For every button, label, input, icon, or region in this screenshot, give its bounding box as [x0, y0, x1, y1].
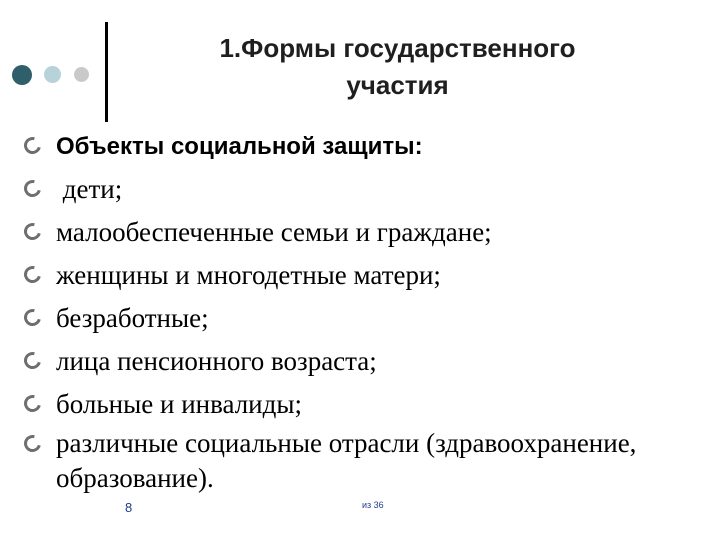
- bullet-text: Объекты социальной защиты:: [56, 133, 423, 160]
- bullet-item: [24, 168, 704, 211]
- bullet-ring-icon: [21, 392, 44, 415]
- decor-dot-dark: [12, 65, 32, 85]
- decor-dot-light: [44, 66, 61, 83]
- bullet-ring-icon: [21, 432, 44, 455]
- page-total: из 36: [362, 500, 384, 510]
- bullet-list: [24, 125, 704, 496]
- bullet-item: [24, 383, 704, 426]
- bullet-item: [24, 297, 704, 340]
- bullet-item: [24, 211, 704, 254]
- slide-title-line2: участия: [346, 70, 449, 100]
- bullet-text: безработные;: [56, 303, 209, 333]
- bullet-item-heading: [24, 125, 704, 168]
- decor-dot-grey: [74, 67, 89, 82]
- bullet-item: [24, 254, 704, 297]
- bullet-ring-icon: [21, 306, 44, 329]
- bullet-ring-icon: [21, 177, 44, 200]
- bullet-ring-icon: [21, 220, 44, 243]
- bullet-ring-icon: [21, 349, 44, 372]
- bullet-item: [24, 426, 704, 496]
- bullet-ring-icon: [21, 134, 44, 157]
- page-number: 8: [125, 500, 133, 515]
- title-divider-line: [105, 22, 108, 122]
- bullet-text: дети;: [56, 174, 123, 204]
- bullet-text: лица пенсионного возраста;: [56, 346, 377, 376]
- bullet-ring-icon: [21, 263, 44, 286]
- bullet-text: малообеспеченные семьи и граждане;: [56, 217, 492, 247]
- bullet-item: [24, 340, 704, 383]
- bullet-text: женщины и многодетные матери;: [56, 260, 441, 290]
- bullet-text: больные и инвалиды;: [56, 389, 303, 419]
- slide-title-line1: 1.Формы государственного: [219, 33, 576, 63]
- bullet-text: различные социальные отрасли (здравоохранение, образование).: [56, 428, 637, 493]
- slide-title: [110, 30, 685, 104]
